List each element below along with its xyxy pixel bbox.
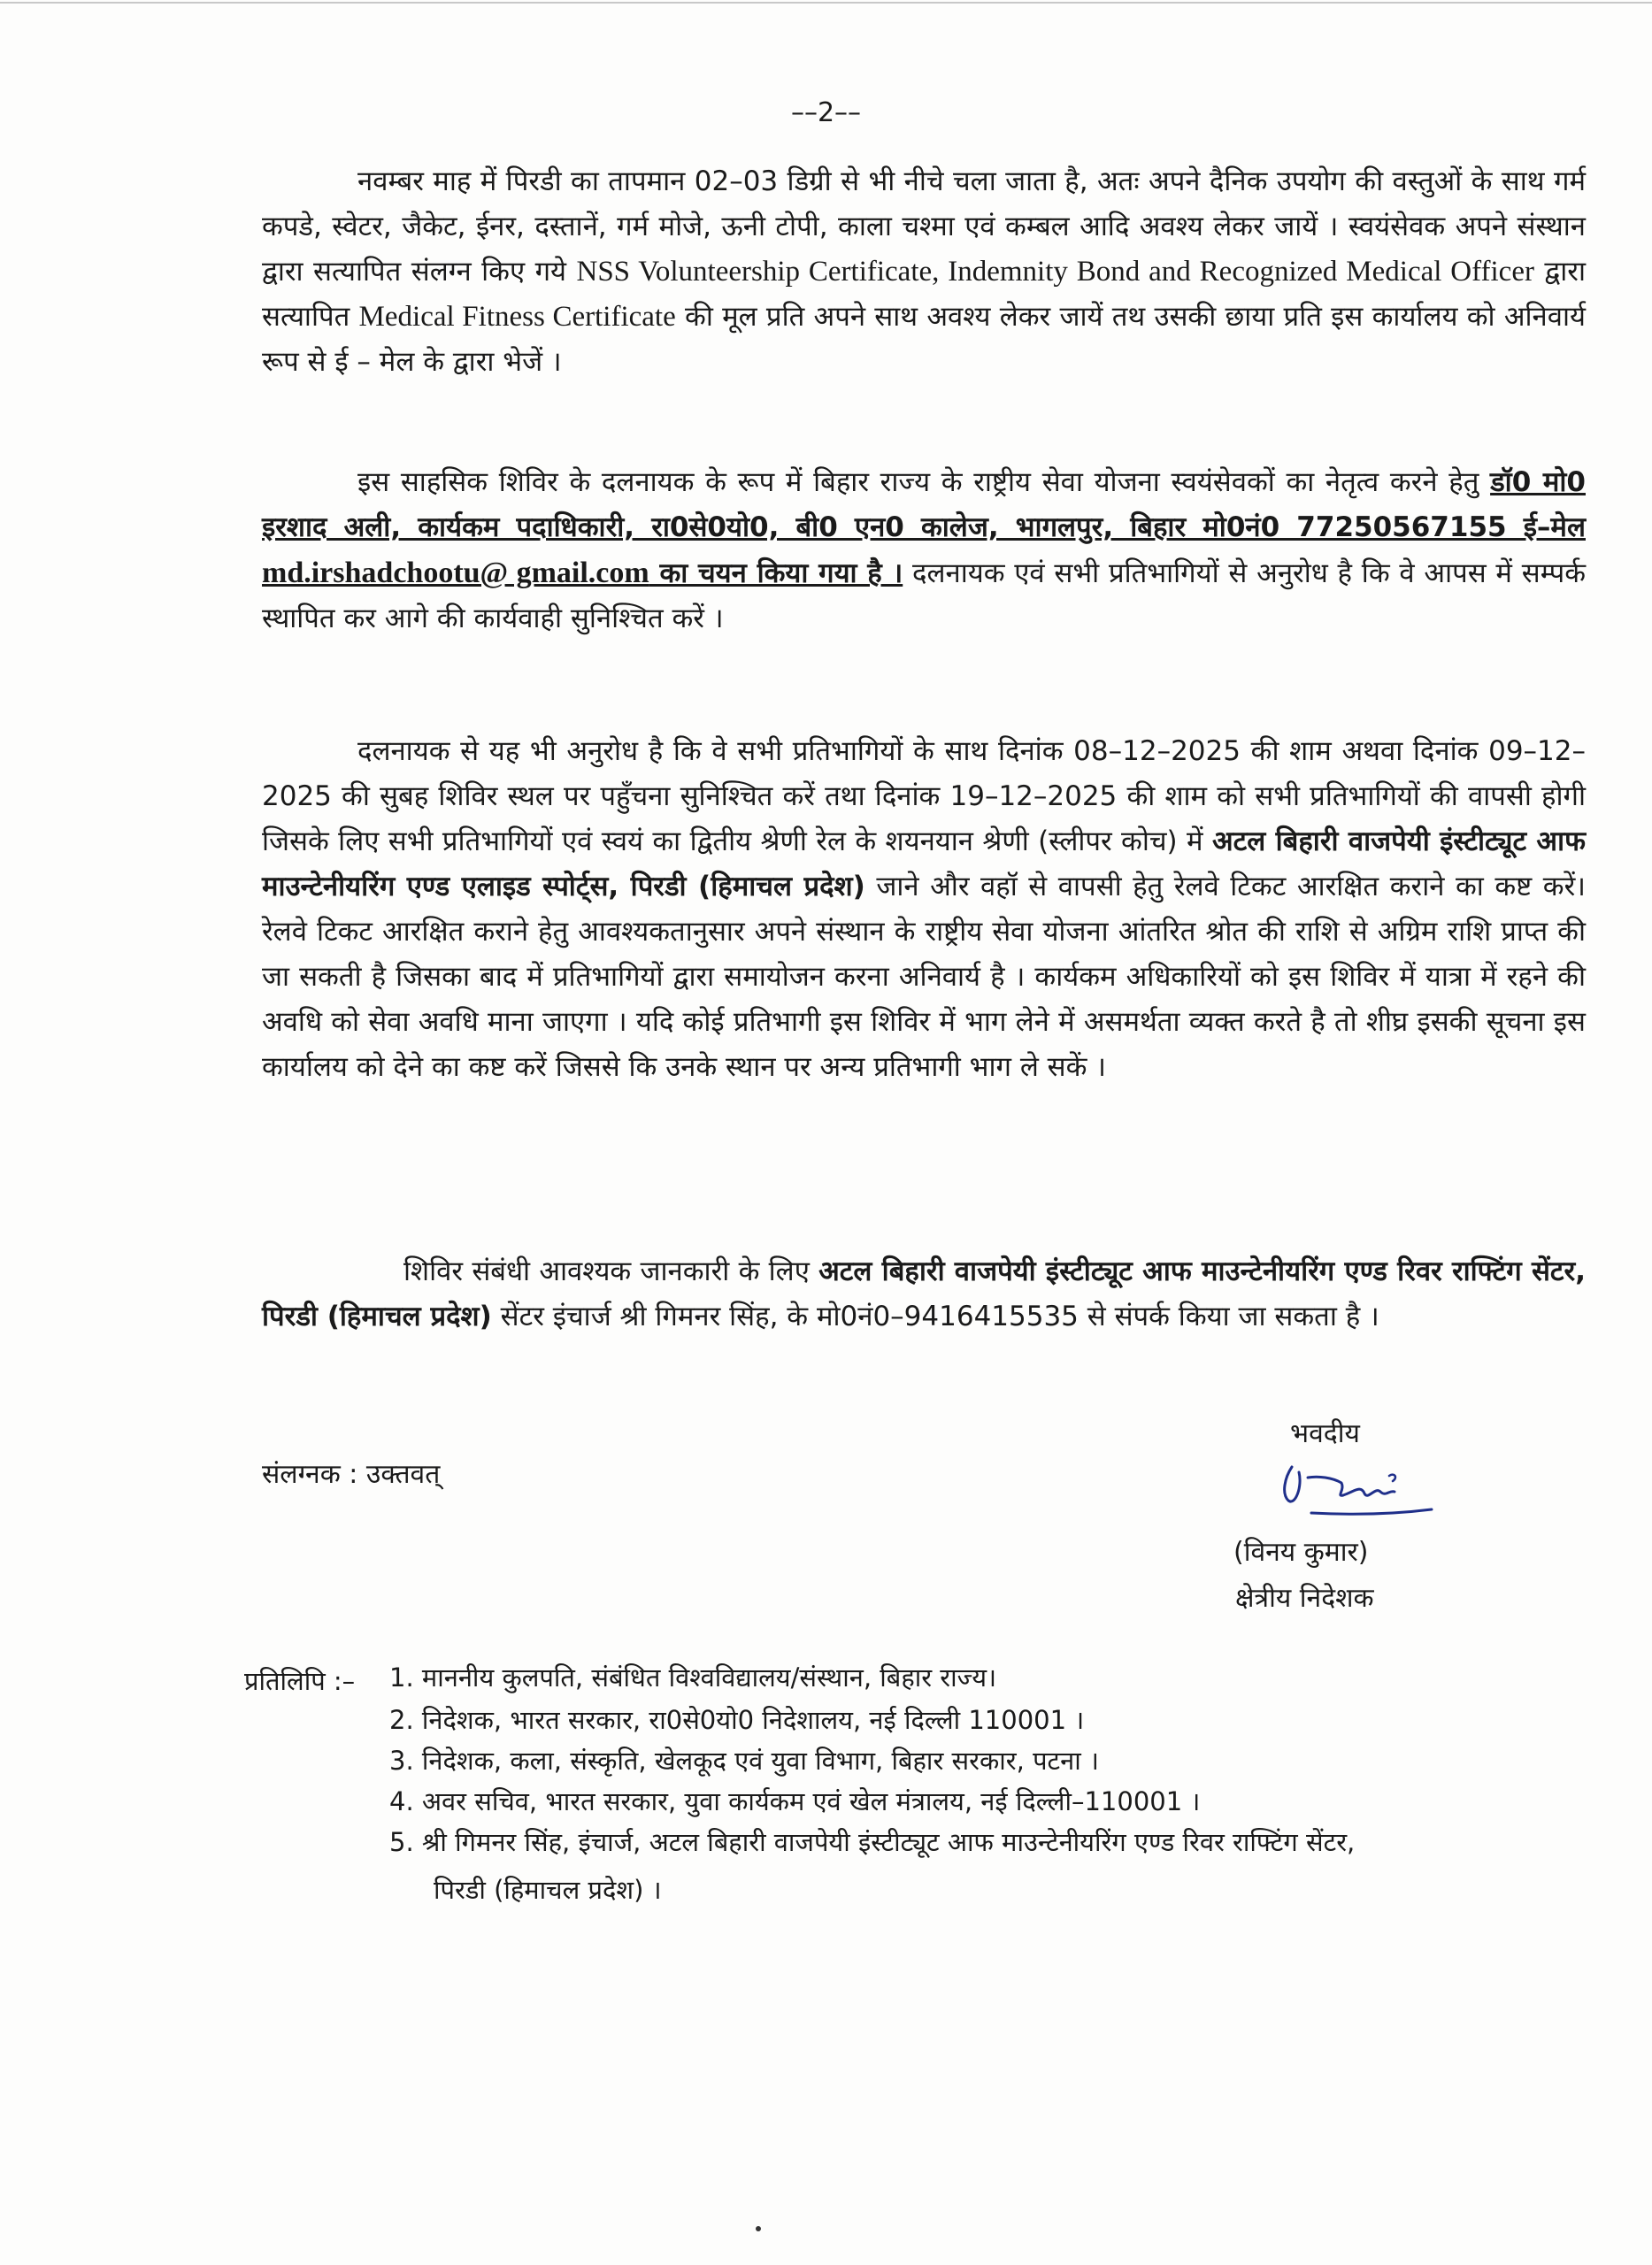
- regards-text: भवदीय: [1290, 1418, 1360, 1449]
- para4-text-b: सेंटर इंचार्ज श्री गिमनर सिंह, के मो0नं0–9416415535 से संपर्क किया जा सकता है ।: [491, 1301, 1379, 1332]
- leader-email: md.irshadchootu@ gmail.com: [262, 557, 649, 589]
- para4-institute: अटल बिहारी वाजपेयी इंस्टीट्यूट आफ माउन्टेनीयरिंग एण्ड रिवर राफ्टिंग सेंटर, पिरडी (हिमाचल प्रदेश): [262, 1255, 1586, 1332]
- copy-to-item: 5. श्री गिमनर सिंह, इंचार्ज, अटल बिहारी वाजपेयी इंस्टीट्यूट आफ माउन्टेनीयरिंग एण्ड रिवर राफ्टिंग सेंटर,: [389, 1827, 1356, 1857]
- paragraph-contact: [262, 1249, 1586, 1340]
- scan-edge-rule: [0, 2, 1652, 4]
- para2-leader-details: डॉ0 मो0 इरशाद अली, कार्यकम पदाधिकारी, रा0से0यो0, बी0 एन0 कालेज, भागलपुर, बिहार मो0नं0 77250567155 ई–मेल: [262, 466, 1586, 543]
- enclosure-text: संलग्नक : उक्तवत्: [262, 1459, 441, 1490]
- scan-mark: [756, 2226, 761, 2231]
- para1-latin-b: Medical Fitness Certificate: [358, 301, 676, 333]
- para1-text-a: नवम्बर माह में पिरडी का तापमान 02–03 डिग्री से भी नीचे चला जाता है, अतः अपने दैनिक उपयोग की वस्तुओं के साथ गर्म कपडे, स्वेटर, जैकेट, ईनर, दस्तानें, गर्म मोजे, ऊनी टोपी, काला चश्मा एवं कम्बल आदि अवश्य लेकर जायें । स्वयंसेवक अपने संस्थान द्वारा सत्यापित संलग्न किए गये: [262, 165, 1586, 288]
- para3-text-b: जाने और वहॉ से वापसी हेतु रेलवे टिकट आरक्षित कराने का कष्ट करें। रेलवे टिकट आरक्षित कराने हेतु आवश्यकतानुसार अपने संस्थान के राष्ट्रीय सेवा योजना आंतरित श्रोत की राशि से अग्रिम राशि प्राप्त की जा सकती है जिसका बाद में प्रतिभागियों द्वारा समायोजन करना अनिवार्य है । कार्यकम अधिकारियों को इस शिविर में यात्रा में रहने की अवधि को सेवा अवधि माना जाएगा । यदि कोई प्रतिभागी इस शिविर में भाग लेने में असमर्थता व्यक्त करते है तो शीघ्र इसकी सूचना इस कार्यालय को देने का कष्ट करें जिससे कि उनके स्थान पर अन्य प्रतिभागी भाग ले सकें ।: [262, 871, 1586, 1083]
- copy-to-item: 2. निदेशक, भारत सरकार, रा0से0यो0 निदेशालय, नई दिल्ली 110001 ।: [389, 1705, 1085, 1735]
- copy-to-item-continued: पिरडी (हिमाचल प्रदेश) ।: [434, 1875, 662, 1905]
- para3-text-a: दलनायक से यह भी अनुरोध है कि वे सभी प्रतिभागियों के साथ दिनांक 08–12–2025 की शाम अथवा दिनांक 09–12–2025 की सुबह शिविर स्थल पर पहुँचना सुनिश्चित करें तथा दिनांक 19–12–2025 की शाम को सभी प्रतिभागियों की वापसी होगी जिसके लिए सभी प्रतिभागियों एवं स्वयं का द्वितीय श्रेणी रेल के शयनयान श्रेणी (स्लीपर कोच) में: [262, 735, 1586, 857]
- para1-text-b: द्वारा सत्यापित: [262, 256, 1586, 333]
- copy-to-item: 1. माननीय कुलपति, संबंधित विश्वविद्यालय/संस्थान, बिहार राज्य।: [389, 1662, 997, 1693]
- copy-to-label: प्रतिलिपि :–: [244, 1666, 356, 1696]
- paragraph-team-leader: [262, 460, 1586, 641]
- para2-text-a: इस साहसिक शिविर के दलनायक के रूप में बिहार राज्य के राष्ट्रीय सेवा योजना स्वयंसेवकों का नेतृत्व करने हेतु: [357, 466, 1491, 498]
- page-number: ––2––: [790, 97, 862, 128]
- paragraph-winter-clothing: [262, 159, 1586, 385]
- copy-to-item: 4. अवर सचिव, भारत सरकार, युवा कार्यकम एवं खेल मंत्रालय, नई दिल्ली–110001 ।: [389, 1786, 1201, 1816]
- signatory-designation: क्षेत्रीय निदेशक: [1235, 1583, 1374, 1614]
- copy-to-item: 3. निदेशक, कला, संस्कृति, खेलकूद एवं युवा विभाग, बिहार सरकार, पटना ।: [389, 1746, 1099, 1776]
- para2-selection-note: का चयन किया गया है ।: [649, 557, 903, 589]
- para1-latin-a: NSS Volunteership Certificate, Indemnity Bond and Recognized Medical Officer: [576, 256, 1534, 288]
- paragraph-travel: [262, 729, 1586, 1090]
- signature: [1256, 1451, 1442, 1522]
- para1-text-c: की मूल प्रति अपने साथ अवश्य लेकर जायें तथ उसकी छाया प्रति इस कार्यालय को अनिवार्य रूप से ई – मेल के द्वारा भेजें ।: [262, 301, 1586, 378]
- signatory-name: (विनय कुमार): [1233, 1537, 1369, 1568]
- para3-institute: अटल बिहारी वाजपेयी इंस्टीट्यूट आफ माउन्टेनीयरिंग एण्ड एलाइड स्पोर्ट्स, पिरडी (हिमाचल प्रदेश): [262, 825, 1586, 902]
- para2-text-b: दलनायक एवं सभी प्रतिभागियों से अनुरोध है कि वे आपस में सम्पर्क स्थापित कर आगे की कार्यवाही सुनिश्चित करें ।: [262, 557, 1586, 634]
- para4-text-a: शिविर संबंधी आवश्यक जानकारी के लिए: [403, 1255, 819, 1287]
